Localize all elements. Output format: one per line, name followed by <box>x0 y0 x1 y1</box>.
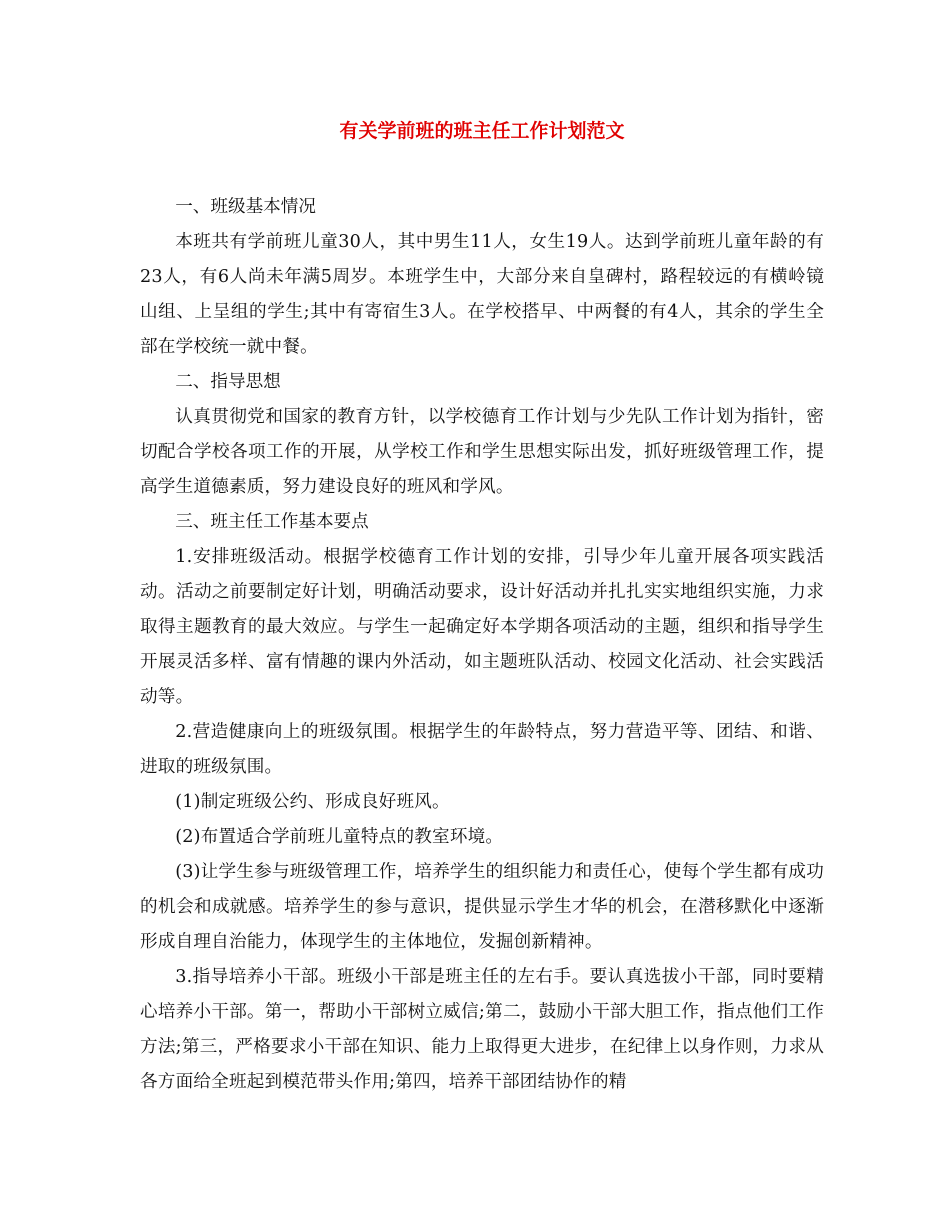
paragraph-subpoint-2: (2)布置适合学前班儿童特点的教室环境。 <box>175 827 504 847</box>
section-heading-guiding-thought: 二、指导思想 <box>175 372 281 392</box>
document-title: 有关学前班的班主任工作计划范文 <box>339 120 625 142</box>
paragraph-basic-info: 本班共有学前班儿童30人，其中男生11人，女生19人。达到学前班儿童年龄的有23人，有6人尚未年满5周岁。本班学生中，大部分来自皇碑村，路程较远的有横岭镜山组、上呈组的学生;其中有寄宿生3人。在学校搭早、中两餐的有4人，其余的学生全部在学校统一就中餐。 <box>140 232 824 357</box>
paragraph-point-3: 3.指导培养小干部。班级小干部是班主任的左右手。要认真选拔小干部，同时要精心培养小干部。第一，帮助小干部树立威信;第二，鼓励小干部大胆工作，指点他们工作方法;第三，严格要求小干部在知识、能力上取得更大进步，在纪律上以身作则，力求从各方面给全班起到模范带头作用;第四，培养干部团结协作的精 <box>140 967 824 1092</box>
section-heading-key-points: 三、班主任工作基本要点 <box>175 512 369 532</box>
paragraph-guiding-thought: 认真贯彻党和国家的教育方针，以学校德育工作计划与少先队工作计划为指针，密切配合学校各项工作的开展，从学校工作和学生思想实际出发，抓好班级管理工作，提高学生道德素质，努力建设良好的班风和学风。 <box>140 407 824 497</box>
paragraph-point-2: 2.营造健康向上的班级氛围。根据学生的年龄特点，努力营造平等、团结、和谐、进取的班级氛围。 <box>140 722 824 777</box>
section-heading-basic-info: 一、班级基本情况 <box>175 197 316 217</box>
paragraph-subpoint-1: (1)制定班级公约、形成良好班风。 <box>175 792 450 812</box>
paragraph-subpoint-3: (3)让学生参与班级管理工作，培养学生的组织能力和责任心，使每个学生都有成功的机会和成就感。培养学生的参与意识，提供显示学生才华的机会，在潜移默化中逐渐形成自理自治能力，体现学生的主体地位，发掘创新精神。 <box>140 862 824 952</box>
paragraph-point-1: 1.安排班级活动。根据学校德育工作计划的安排，引导少年儿童开展各项实践活动。活动之前要制定好计划，明确活动要求，设计好活动并扎扎实实地组织实施，力求取得主题教育的最大效应。与学生一起确定好本学期各项活动的主题，组织和指导学生开展灵活多样、富有情趣的课内外活动，如主题班队活动、校园文化活动、社会实践活动等。 <box>140 547 824 707</box>
